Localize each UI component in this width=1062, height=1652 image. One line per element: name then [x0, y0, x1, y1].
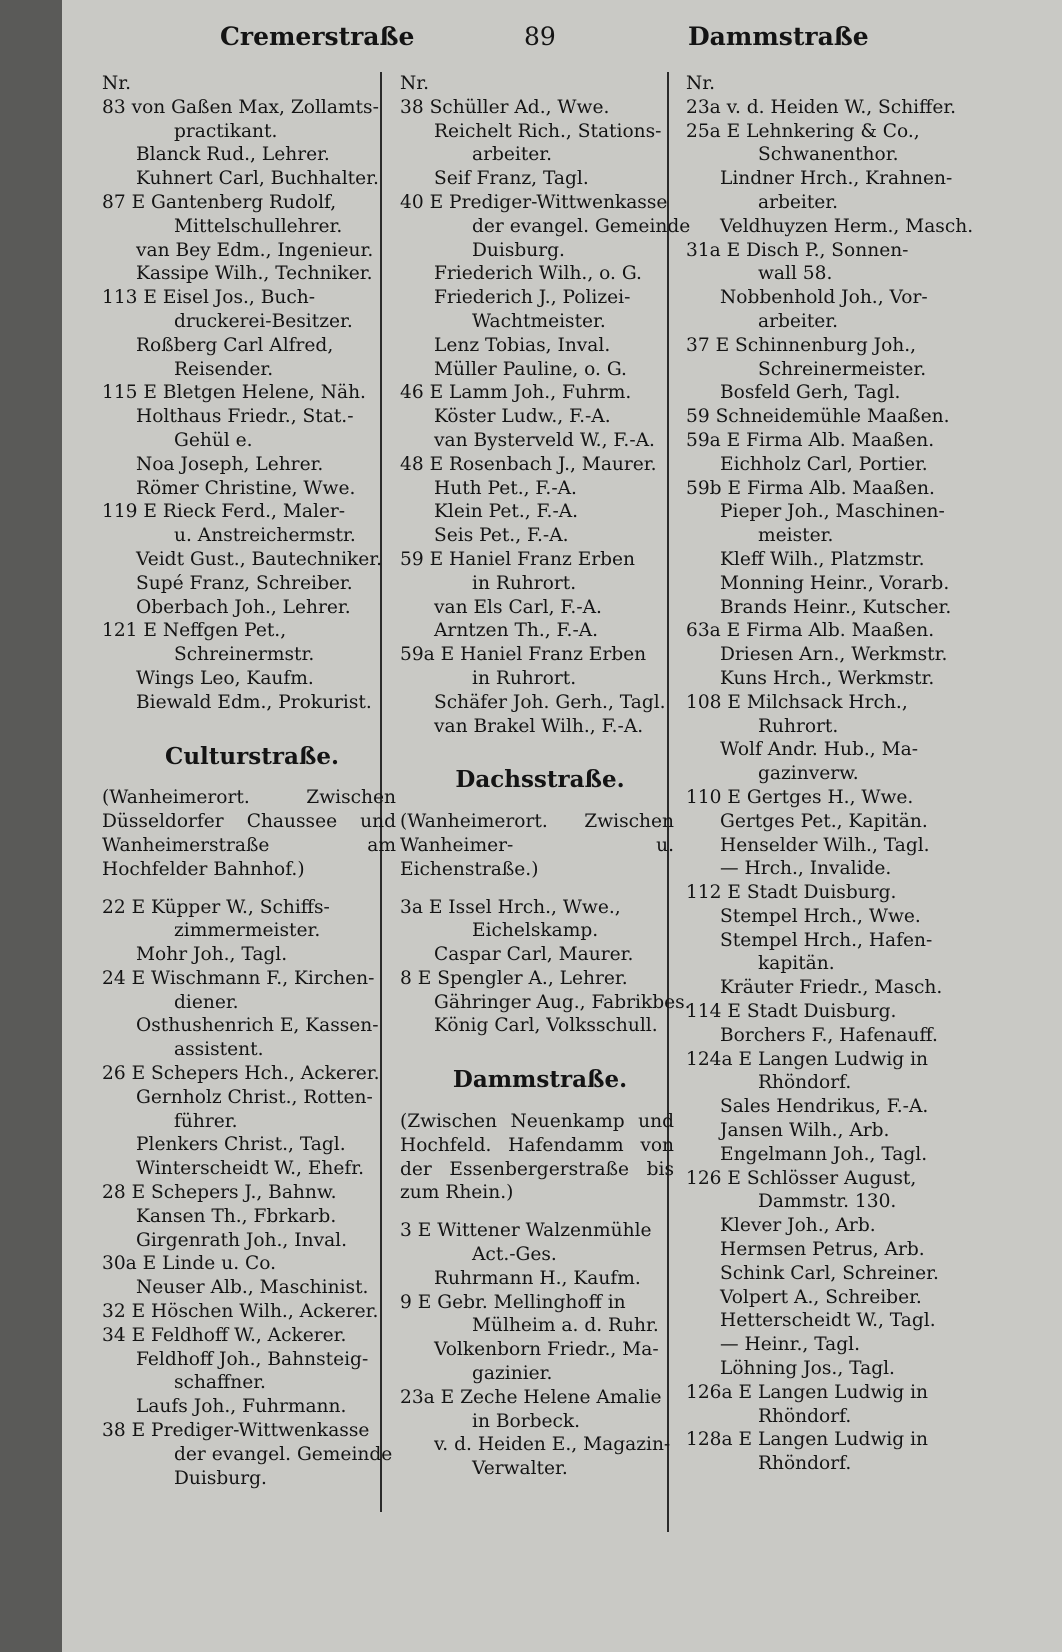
directory-line: Nr.	[400, 73, 430, 94]
directory-line: Eichelskamp.	[472, 920, 599, 942]
directory-line: 30a E Linde u. Co.	[102, 1253, 277, 1275]
column-3	[686, 72, 1062, 1476]
directory-line: 114 E Stadt Duisburg.	[686, 1001, 897, 1023]
section-title-culturstrasse: Culturstraße.	[165, 742, 339, 770]
directory-line: 126 E Schlösser August,	[686, 1167, 917, 1189]
column-2	[400, 72, 691, 1481]
directory-line: Gähringer Aug., Fabrikbes.	[434, 991, 691, 1013]
directory-line: Brands Heinr., Kutscher.	[720, 596, 952, 618]
directory-line: Mittelschullehrer.	[174, 215, 343, 237]
directory-line: 38 Schüller Ad., Wwe.	[400, 96, 610, 118]
directory-line: druckerei-Besitzer.	[174, 310, 353, 332]
directory-line: Rhöndorf.	[758, 1072, 852, 1094]
directory-line: Huth Pet., F.-A.	[434, 477, 577, 499]
directory-line: Dammstr. 130.	[758, 1191, 897, 1213]
directory-line: Hetterscheidt W., Tagl.	[720, 1310, 936, 1332]
directory-line: Kuns Hrch., Werkmstr.	[720, 667, 935, 689]
directory-line: in Borbeck.	[472, 1410, 581, 1432]
directory-line: Driesen Arn., Werkmstr.	[720, 644, 948, 666]
directory-line: 3 E Wittener Walzenmühle	[400, 1220, 652, 1242]
directory-line: 110 E Gertges H., Wwe.	[686, 786, 914, 808]
directory-line: Oberbach Joh., Lehrer.	[136, 596, 351, 618]
directory-line: Wolf Andr. Hub., Ma-	[720, 739, 918, 761]
directory-line: 59a E Haniel Franz Erben	[400, 644, 647, 666]
directory-line: van Bysterveld W., F.-A.	[434, 429, 655, 451]
directory-line: 23a v. d. Heiden W., Schiffer.	[686, 96, 957, 118]
directory-line: Osthushenrich E, Kassen-	[136, 1015, 379, 1037]
directory-line: 28 E Schepers J., Bahnw.	[102, 1182, 337, 1204]
directory-line: Eichholz Carl, Portier.	[720, 453, 928, 475]
directory-line: Hermsen Petrus, Arb.	[720, 1239, 925, 1261]
directory-line: der evangel. Gemeinde	[174, 1443, 393, 1465]
column-1	[102, 72, 402, 1490]
directory-line: Girgenrath Joh., Inval.	[136, 1229, 348, 1251]
directory-line: Stempel Hrch., Hafen-	[720, 929, 933, 951]
directory-line: Blanck Rud., Lehrer.	[136, 144, 330, 166]
directory-line: 59a E Firma Alb. Maaßen.	[686, 429, 935, 451]
directory-line: — Heinr., Tagl.	[720, 1334, 861, 1356]
directory-line: 119 E Rieck Ferd., Maler-	[102, 501, 346, 523]
directory-line: arbeiter.	[472, 144, 553, 166]
directory-line: 32 E Höschen Wilh., Ackerer.	[102, 1301, 379, 1323]
directory-line: Duisburg.	[472, 239, 565, 261]
directory-line: 128a E Langen Ludwig in	[686, 1429, 928, 1451]
directory-line: Roßberg Carl Alfred,	[136, 334, 334, 356]
directory-line: Plenkers Christ., Tagl.	[136, 1134, 346, 1156]
directory-line: 31a E Disch P., Sonnen-	[686, 239, 909, 261]
directory-line: 83 von Gaßen Max, Zollamts-	[102, 96, 379, 118]
directory-line: 59 Schneidemühle Maaßen.	[686, 406, 950, 428]
directory-line: Nr.	[686, 73, 716, 94]
directory-line: kapitän.	[758, 953, 835, 975]
directory-line: Holthaus Friedr., Stat.-	[136, 406, 354, 428]
page-number: 89	[524, 22, 556, 51]
directory-line: gazinier.	[472, 1363, 553, 1385]
entry-list	[400, 896, 691, 1039]
directory-line: 124a E Langen Ludwig in	[686, 1048, 928, 1070]
directory-line: meister.	[758, 525, 834, 547]
directory-line: Schreinermeister.	[758, 358, 927, 380]
header-left-street: Cremerstraße	[220, 22, 415, 51]
directory-line: König Carl, Volksschull.	[434, 1015, 658, 1037]
directory-line: Feldhoff Joh., Bahnsteig-	[136, 1348, 369, 1370]
directory-line: 59b E Firma Alb. Maaßen.	[686, 477, 935, 499]
directory-line: Volkenborn Friedr., Ma-	[434, 1339, 659, 1361]
directory-line: van Els Carl, F.-A.	[434, 596, 602, 618]
directory-line: Winterscheidt W., Ehefr.	[136, 1158, 365, 1180]
directory-line: Ruhrmann H., Kaufm.	[434, 1267, 641, 1289]
directory-line: 121 E Neffgen Pet.,	[102, 620, 287, 642]
directory-line: Monning Heinr., Vorarb.	[720, 572, 950, 594]
directory-line: 115 E Bletgen Helene, Näh.	[102, 382, 366, 404]
section-note-dachsstrasse: (Wanheimerort. Zwischen Wanheimer- u. Eichenstraße.)	[400, 811, 674, 880]
directory-line: Römer Christine, Wwe.	[136, 477, 356, 499]
directory-line: Duisburg.	[174, 1467, 267, 1489]
directory-line: Gehül e.	[174, 429, 253, 451]
directory-line: Köster Ludw., F.-A.	[434, 406, 611, 428]
directory-line: 34 E Feldhoff W., Ackerer.	[102, 1324, 347, 1346]
directory-line: Act.-Ges.	[472, 1244, 557, 1266]
directory-line: Bosfeld Gerh, Tagl.	[720, 382, 901, 404]
directory-line: Reichelt Rich., Stations-	[434, 120, 662, 142]
directory-line: 48 E Rosenbach J., Maurer.	[400, 453, 657, 475]
directory-line: assistent.	[174, 1039, 264, 1061]
directory-line: Nr.	[102, 73, 132, 94]
directory-line: Wachtmeister.	[472, 310, 606, 332]
directory-line: Arntzen Th., F.-A.	[434, 620, 599, 642]
directory-line: Schreinermstr.	[174, 644, 315, 666]
directory-line: Supé Franz, Schreiber.	[136, 572, 353, 594]
directory-page	[62, 0, 1062, 1652]
directory-line: Lenz Tobias, Inval.	[434, 334, 611, 356]
directory-line: van Brakel Wilh., F.-A.	[434, 715, 644, 737]
directory-line: Veldhuyzen Herm., Masch.	[720, 215, 974, 237]
directory-line: arbeiter.	[758, 310, 839, 332]
directory-line: 126a E Langen Ludwig in	[686, 1381, 928, 1403]
directory-line: Kuhnert Carl, Buchhalter.	[136, 168, 379, 190]
directory-line: gazinverw.	[758, 763, 859, 785]
directory-line: Mülheim a. d. Ruhr.	[472, 1315, 659, 1337]
directory-line: 38 E Prediger-Wittwenkasse	[102, 1420, 370, 1442]
directory-line: 25a E Lehnkering & Co.,	[686, 120, 920, 142]
directory-line: 113 E Eisel Jos., Buch-	[102, 287, 316, 309]
directory-line: 46 E Lamm Joh., Fuhrm.	[400, 382, 632, 404]
directory-line: Biewald Edm., Prokurist.	[136, 691, 372, 713]
header-right-street: Dammstraße	[688, 22, 869, 51]
section-title-dammstrasse: Dammstraße.	[452, 1066, 628, 1094]
directory-line: Kassipe Wilh., Techniker.	[136, 263, 373, 285]
directory-line: Löhning Jos., Tagl.	[720, 1358, 895, 1380]
directory-line: führer.	[174, 1110, 238, 1132]
directory-line: schaffner.	[174, 1372, 266, 1394]
section-note-culturstrasse: (Wanheimerort. Zwischen Düsseldorfer Chaussee und Wanheimerstraße am Hochfelder Bahnhof.)	[102, 787, 396, 880]
directory-line: 87 E Gantenberg Rudolf,	[102, 191, 337, 213]
directory-line: diener.	[174, 991, 239, 1013]
directory-line: 40 E Prediger-Wittwenkasse	[400, 191, 668, 213]
directory-line: Kleff Wilh., Platzmstr.	[720, 548, 925, 570]
directory-line: zimmermeister.	[174, 920, 321, 942]
directory-line: Seif Franz, Tagl.	[434, 168, 589, 190]
directory-line: 37 E Schinnenburg Joh.,	[686, 334, 917, 356]
directory-line: Borchers F., Hafenauff.	[720, 1024, 938, 1046]
directory-line: 59 E Haniel Franz Erben	[400, 548, 636, 570]
directory-line: practikant.	[174, 120, 278, 142]
directory-line: Kräuter Friedr., Masch.	[720, 977, 943, 999]
directory-line: Mohr Joh., Tagl.	[136, 944, 288, 966]
directory-line: Rhöndorf.	[758, 1405, 852, 1427]
entry-list	[102, 896, 402, 1491]
directory-line: Wings Leo, Kaufm.	[136, 667, 314, 689]
directory-line: u. Anstreichermstr.	[174, 525, 356, 547]
directory-line: Lindner Hrch., Krahnen-	[720, 168, 953, 190]
directory-line: Gernholz Christ., Rotten-	[136, 1086, 373, 1108]
directory-line: Klein Pet., F.-A.	[434, 501, 579, 523]
directory-line: Gertges Pet., Kapitän.	[720, 810, 928, 832]
directory-line: Rhöndorf.	[758, 1453, 852, 1475]
directory-line: Ruhrort.	[758, 715, 839, 737]
section-title-dachsstrasse: Dachsstraße.	[455, 766, 625, 794]
directory-line: 9 E Gebr. Mellinghoff in	[400, 1291, 626, 1313]
directory-line: Reisender.	[174, 358, 274, 380]
directory-line: 108 E Milchsack Hrch.,	[686, 691, 908, 713]
directory-line: Jansen Wilh., Arb.	[720, 1120, 890, 1142]
directory-line: arbeiter.	[758, 191, 839, 213]
directory-line: Müller Pauline, o. G.	[434, 358, 627, 380]
entry-list	[686, 72, 1062, 1476]
section-note-dammstrasse: (Zwischen Neuenkamp und Hochfeld. Hafendamm von der Essenbergerstraße bis zum Rhein.)	[400, 1111, 674, 1204]
directory-line: 24 E Wischmann F., Kirchen-	[102, 967, 375, 989]
directory-line: in Ruhrort.	[472, 667, 577, 689]
directory-line: Laufs Joh., Fuhrmann.	[136, 1396, 347, 1418]
directory-line: Friederich Wilh., o. G.	[434, 263, 642, 285]
directory-line: der evangel. Gemeinde	[472, 215, 691, 237]
directory-line: Stempel Hrch., Wwe.	[720, 905, 921, 927]
directory-line: Caspar Carl, Maurer.	[434, 944, 634, 966]
directory-line: Henselder Wilh., Tagl.	[720, 834, 930, 856]
directory-line: 112 E Stadt Duisburg.	[686, 882, 897, 904]
entry-list	[400, 72, 691, 738]
directory-line: van Bey Edm., Ingenieur.	[136, 239, 374, 261]
directory-line: Schink Carl, Schreiner.	[720, 1262, 939, 1284]
directory-line: Friederich J., Polizei-	[434, 287, 631, 309]
directory-line: wall 58.	[758, 263, 833, 285]
directory-line: Volpert A., Schreiber.	[720, 1286, 922, 1308]
directory-line: 8 E Spengler A., Lehrer.	[400, 967, 628, 989]
directory-line: Schwanenthor.	[758, 144, 899, 166]
directory-line: Klever Joh., Arb.	[720, 1215, 876, 1237]
directory-line: Nobbenhold Joh., Vor-	[720, 287, 928, 309]
directory-line: Veidt Gust., Bautechniker.	[136, 548, 383, 570]
directory-line: — Hrch., Invalide.	[720, 858, 892, 880]
entry-list	[102, 72, 402, 715]
directory-line: v. d. Heiden E., Magazin-	[434, 1434, 671, 1456]
directory-line: Engelmann Joh., Tagl.	[720, 1143, 928, 1165]
entry-list	[400, 1219, 680, 1481]
directory-line: Verwalter.	[472, 1458, 568, 1480]
directory-line: 26 E Schepers Hch., Ackerer.	[102, 1063, 380, 1085]
directory-line: in Ruhrort.	[472, 572, 577, 594]
directory-line: Noa Joseph, Lehrer.	[136, 453, 324, 475]
directory-line: Seis Pet., F.-A.	[434, 525, 569, 547]
directory-line: 22 E Küpper W., Schiffs-	[102, 896, 330, 918]
directory-line: Kansen Th., Fbrkarb.	[136, 1205, 337, 1227]
directory-line: Sales Hendrikus, F.-A.	[720, 1096, 929, 1118]
directory-line: 3a E Issel Hrch., Wwe.,	[400, 896, 621, 918]
directory-line: 63a E Firma Alb. Maaßen.	[686, 620, 935, 642]
directory-line: Schäfer Joh. Gerh., Tagl.	[434, 691, 666, 713]
directory-line: Pieper Joh., Maschinen-	[720, 501, 945, 523]
directory-line: 23a E Zeche Helene Amalie	[400, 1386, 662, 1408]
directory-line: Neuser Alb., Maschinist.	[136, 1277, 369, 1299]
